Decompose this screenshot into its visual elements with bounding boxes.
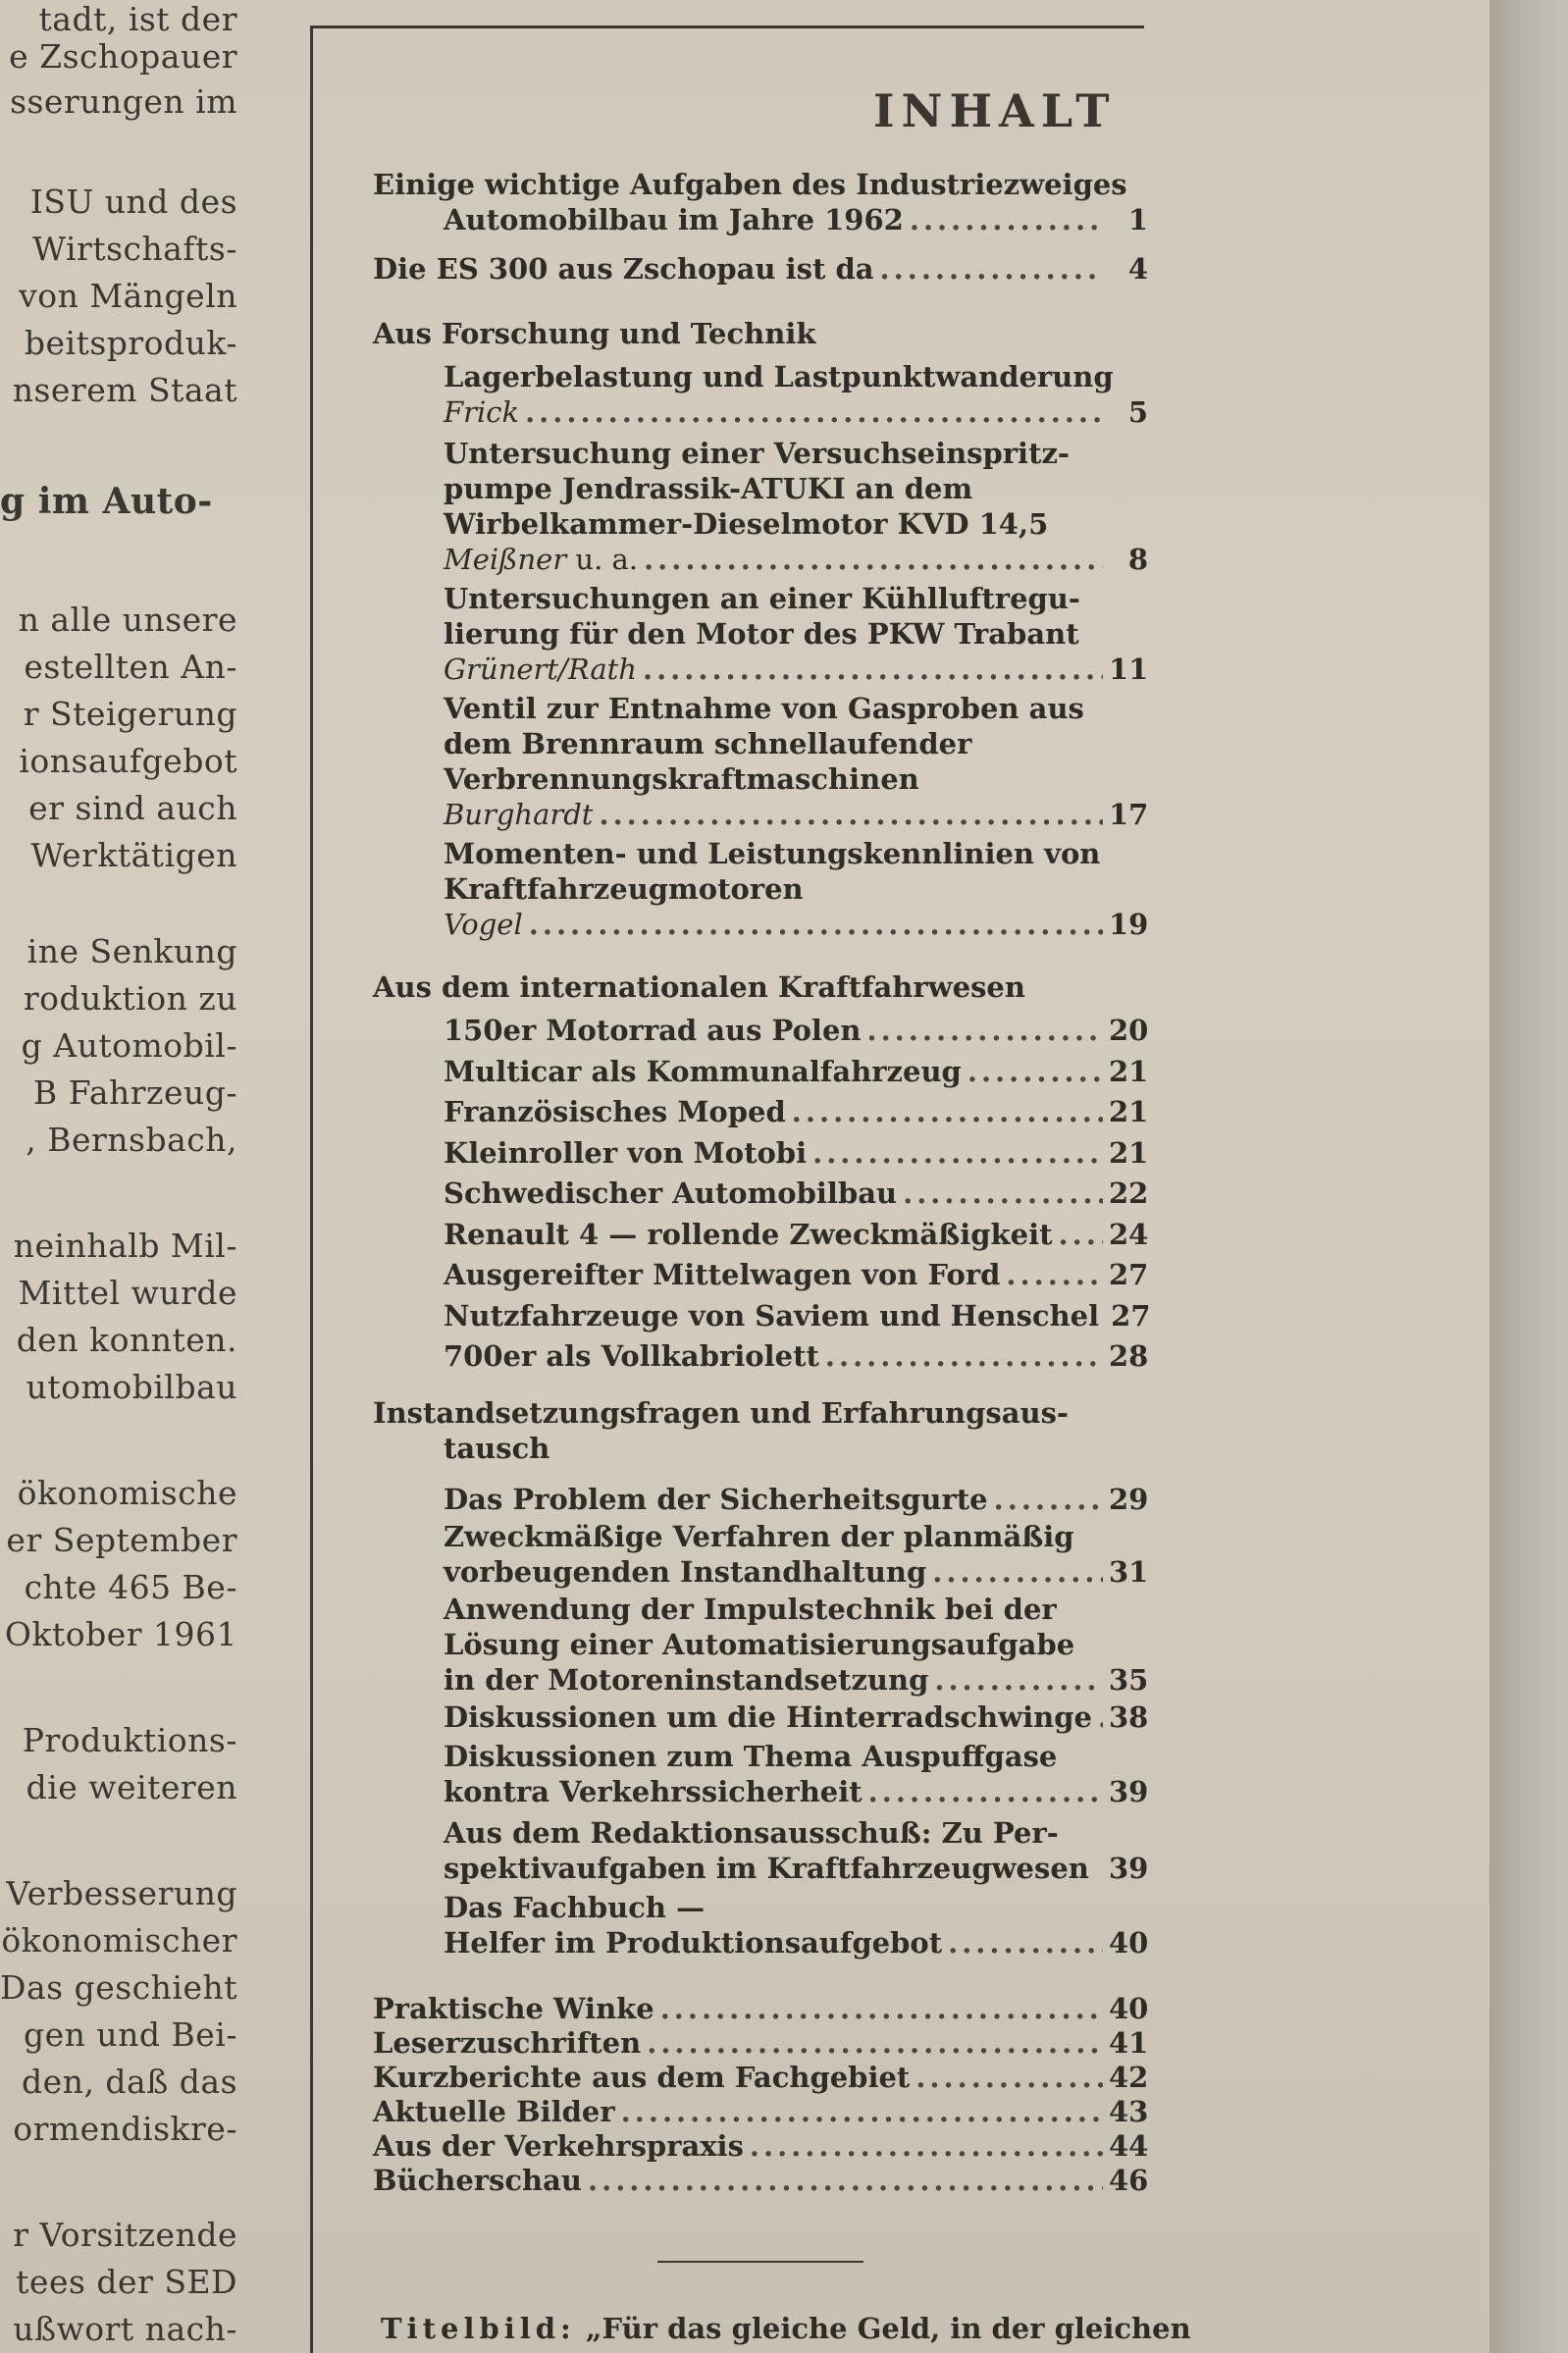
leader-dots	[910, 202, 1103, 237]
left-column-line: den konnten.	[16, 1321, 237, 1359]
left-column-line: Oktober 1961	[4, 1615, 237, 1653]
page-number: 21	[1109, 1054, 1149, 1088]
entry-title: vorbeugenden Instandhaltung	[444, 1555, 927, 1589]
section-heading-line: Instandsetzungsfragen und Erfahrungsaus-	[373, 1396, 1069, 1430]
page-number: 31	[1109, 1555, 1149, 1589]
entry-title: Kleinroller von Motobi	[444, 1135, 808, 1170]
entry-author: Frick	[444, 395, 520, 429]
section-heading-line: tausch	[444, 1432, 550, 1465]
entry-title: Ventil zur Entnahme von Gasproben aus	[444, 692, 1084, 725]
leader-dots	[866, 1013, 1103, 1048]
page-number: 22	[1109, 1176, 1149, 1210]
leader-dots	[588, 2164, 1103, 2197]
toc-entry	[373, 2061, 1148, 2094]
left-column-line: ormendiskre-	[13, 2110, 237, 2148]
toc-entry	[373, 2164, 1148, 2197]
left-text-column	[0, 0, 245, 2353]
left-column-line: Verbesserung	[6, 1874, 237, 1912]
entry-title: Aktuelle Bilder	[373, 2095, 615, 2128]
leader-dots	[812, 1135, 1103, 1171]
page-number: 28	[1109, 1339, 1149, 1373]
left-column-line: utomobilbau	[26, 1368, 237, 1406]
toc-entry	[444, 1217, 1148, 1252]
entry-title: Untersuchung einer Versuchseinspritz-	[444, 437, 1070, 470]
page-number: 24	[1109, 1217, 1149, 1251]
section-heading	[373, 1395, 1069, 1466]
toc-entry	[444, 1519, 1148, 1590]
leader-dots	[621, 2095, 1103, 2128]
toc-entry	[444, 1176, 1148, 1211]
toc-entry	[444, 359, 1148, 430]
entry-title: lierung für den Motor des PKW Trabant	[444, 617, 1079, 651]
left-column-line: ISU und des	[29, 183, 237, 221]
entry-title: Einige wichtige Aufgaben des Industriezweiges	[373, 168, 1127, 201]
entry-title: kontra Verkehrssicherheit	[444, 1775, 862, 1808]
toc-entry	[373, 1992, 1148, 2025]
leader-dots	[903, 1176, 1103, 1211]
entry-title: dem Brennraum schnellaufender	[444, 727, 972, 760]
page-number: 27	[1109, 1258, 1149, 1291]
separator-rule	[657, 2261, 863, 2263]
toc-entry	[444, 1338, 1148, 1374]
leader-dots	[643, 652, 1103, 687]
entry-title: Multicar als Kommunalfahrzeug	[444, 1054, 962, 1088]
toc-entry	[444, 691, 1148, 832]
leader-dots	[525, 394, 1103, 430]
left-column-line: g Automobil-	[21, 1026, 237, 1065]
leader-dots	[932, 1554, 1103, 1590]
leader-dots	[1059, 1217, 1104, 1252]
left-column-line: ußwort nach-	[13, 2310, 237, 2348]
left-column-line: tees der SED	[16, 2263, 237, 2301]
entry-title: in der Motoreninstandsetzung	[444, 1663, 929, 1697]
left-column-line: nserem Staat	[12, 371, 237, 409]
entry-title: Ausgereifter Mittelwagen von Ford	[444, 1258, 1001, 1291]
toc-entry	[373, 2129, 1148, 2163]
page-number: 1	[1127, 203, 1148, 236]
toc-entry	[373, 2095, 1148, 2128]
toc-entry	[444, 436, 1148, 577]
toc-entry	[373, 167, 1148, 237]
leader-dots	[967, 1054, 1103, 1089]
entry-title: Praktische Winke	[373, 1992, 654, 2025]
left-column-line: , Bernsbach,	[26, 1121, 237, 1159]
toc-entry	[444, 1298, 1151, 1333]
entry-title: Bücherschau	[373, 2164, 583, 2197]
entry-author: Vogel	[444, 908, 523, 941]
left-column-line: beitsproduk-	[24, 324, 237, 362]
left-column-line: Mittel wurde	[18, 1274, 237, 1312]
entry-title: 150er Motorrad aus Polen	[444, 1014, 862, 1047]
left-column-line: B Fahrzeug-	[32, 1073, 237, 1112]
page-number: 43	[1109, 2095, 1149, 2128]
entry-author-suffix: u. a.	[566, 543, 639, 576]
entry-title: Renault 4 — rollende Zweckmäßigkeit	[444, 1217, 1053, 1251]
page-number: 27	[1111, 1298, 1151, 1333]
entry-title: Wirbelkammer-Dieselmotor KVD 14,5	[444, 507, 1049, 541]
left-column-line: Produktions-	[22, 1721, 237, 1759]
entry-title: Lösung einer Automatisierungsaufgabe	[444, 1628, 1075, 1661]
caption-label: Titelbild:	[381, 2312, 576, 2345]
entry-title: Automobilbau im Jahre 1962	[444, 203, 904, 236]
toc-title: INHALT	[873, 84, 1117, 137]
toc-entry	[444, 1094, 1148, 1129]
page-number: 20	[1109, 1014, 1149, 1047]
left-column-line: r Vorsitzende	[13, 2216, 237, 2254]
page-number: 8	[1127, 543, 1148, 576]
left-column-line: Wirtschafts-	[32, 230, 237, 268]
leader-dots	[934, 1662, 1103, 1698]
toc-entry	[444, 1482, 1148, 1517]
toc-entry	[444, 1815, 1148, 1886]
toc-entry	[444, 1013, 1148, 1048]
toc-entry	[373, 2026, 1148, 2060]
caption-text: „Für das gleiche Geld, in der gleichen	[575, 2312, 1191, 2345]
toc-entry	[373, 251, 1148, 287]
toc-entry	[444, 836, 1148, 942]
section-heading: Aus dem internationalen Kraftfahrwesen	[373, 970, 1025, 1004]
entry-title: Kurzberichte aus dem Fachgebiet	[373, 2061, 911, 2094]
leader-dots	[529, 907, 1103, 942]
leader-dots	[750, 2129, 1103, 2163]
leader-dots	[660, 1992, 1103, 2025]
entry-title: Momenten- und Leistungskennlinien von	[444, 837, 1101, 870]
entry-title: Französisches Moped	[444, 1095, 786, 1128]
leader-dots	[1098, 1699, 1103, 1735]
entry-title: Leserzuschriften	[373, 2026, 642, 2060]
entry-title: Helfer im Produktionsaufgebot	[444, 1926, 943, 1960]
left-column-line: estellten An-	[24, 648, 237, 686]
left-column-line: chte 465 Be-	[24, 1568, 237, 1606]
page-number: 35	[1109, 1663, 1149, 1697]
left-column-line: roduktion zu	[23, 979, 237, 1018]
leader-dots	[647, 2026, 1103, 2060]
left-column-line: Das geschieht	[0, 1968, 237, 2007]
toc-entry	[444, 1699, 1148, 1735]
entry-author: Burghardt	[444, 798, 594, 831]
entry-title: Zweckmäßige Verfahren der planmäßig	[444, 1520, 1074, 1553]
left-column-line: n alle unsere	[18, 601, 237, 639]
page-number: 4	[1127, 252, 1148, 286]
left-column-line: den, daß das	[22, 2063, 237, 2101]
left-column-line: ökonomische	[17, 1474, 237, 1512]
left-column-line: ökonomischer	[1, 1921, 237, 1960]
page-number: 21	[1109, 1135, 1149, 1170]
left-column-line: Werktätigen	[30, 836, 237, 874]
toc-entry	[444, 1739, 1148, 1809]
leader-dots	[880, 251, 1103, 287]
entry-title: Das Fachbuch —	[444, 1891, 706, 1924]
left-column-line: die weiteren	[26, 1768, 237, 1806]
left-column-line: tadt, ist der	[38, 0, 237, 38]
page-number: 40	[1109, 1992, 1149, 2025]
entry-title: pumpe Jendrassik-ATUKI an dem	[444, 472, 973, 505]
entry-title: Anwendung der Impulstechnik bei der	[444, 1593, 1057, 1626]
cover-caption	[381, 2312, 1191, 2345]
entry-title: Diskussionen zum Thema Auspuffgase	[444, 1740, 1058, 1773]
entry-title: Verbrennungskraftmaschinen	[444, 762, 919, 796]
leader-dots	[948, 1925, 1103, 1961]
entry-author: Meißner	[444, 543, 567, 576]
page-number: 17	[1109, 798, 1149, 831]
page-number: 40	[1109, 1926, 1149, 1960]
page-number: 29	[1109, 1483, 1149, 1516]
leader-dots	[1006, 1257, 1103, 1292]
page-number: 21	[1109, 1095, 1149, 1128]
page-number: 44	[1109, 2129, 1149, 2163]
entry-title: Lagerbelastung und Lastpunktwanderung	[444, 360, 1114, 393]
entry-title: Kraftfahrzeugmotoren	[444, 872, 804, 906]
entry-title: Aus der Verkehrspraxis	[373, 2129, 744, 2163]
entry-author: Grünert/Rath	[444, 653, 637, 686]
entry-title: Die ES 300 aus Zschopau ist da	[373, 252, 874, 286]
toc-entry	[444, 1257, 1148, 1292]
entry-title: 700er als Vollkabriolett	[444, 1339, 819, 1373]
entry-title: spektivaufgaben im Kraftfahrzeugwesen	[444, 1852, 1089, 1885]
left-column-line: ionsaufgebot	[19, 742, 237, 780]
toc-entry	[444, 581, 1148, 687]
leader-dots	[825, 1338, 1103, 1374]
entry-title: Diskussionen um die Hinterradschwinge	[444, 1700, 1092, 1734]
leader-dots	[644, 542, 1103, 577]
entry-title: Nutzfahrzeuge von Saviem und Henschel	[444, 1298, 1100, 1333]
frame-top-rule	[310, 26, 1144, 28]
entry-title: Das Problem der Sicherheitsgurte	[444, 1483, 988, 1516]
leader-dots	[915, 2061, 1103, 2094]
section-heading: Aus Forschung und Technik	[373, 317, 816, 350]
leader-dots	[599, 797, 1103, 832]
page-number: 19	[1109, 908, 1149, 941]
entry-title: Schwedischer Automobilbau	[444, 1176, 898, 1210]
page-number: 11	[1109, 653, 1149, 686]
left-column-line: sserungen im	[10, 82, 237, 121]
left-column-line: ine Senkung	[26, 932, 237, 970]
page-number: 46	[1109, 2164, 1149, 2197]
page-number: 38	[1109, 1700, 1149, 1734]
toc-entry	[444, 1592, 1148, 1698]
left-column-line: e Zschopauer	[9, 37, 237, 76]
left-column-line: r Steigerung	[23, 695, 237, 733]
left-column-line: er September	[6, 1521, 237, 1559]
leader-dots	[868, 1774, 1103, 1809]
left-column-line: gen und Bei-	[23, 2015, 237, 2054]
page-number: 39	[1109, 1852, 1149, 1885]
page-number: 39	[1109, 1775, 1149, 1808]
left-column-line: von Mängeln	[19, 277, 237, 315]
toc-entry	[444, 1054, 1148, 1089]
left-column-heading: g im Auto-	[0, 481, 213, 522]
entry-title: Untersuchungen an einer Kühlluftregu-	[444, 582, 1080, 615]
page-edge	[1490, 0, 1568, 2353]
frame-left-rule	[310, 26, 313, 2353]
page-number: 5	[1127, 395, 1148, 429]
leader-dots	[994, 1482, 1103, 1517]
entry-title: Aus dem Redaktionsausschuß: Zu Per-	[444, 1816, 1059, 1850]
left-column-line: er sind auch	[28, 789, 237, 827]
page-number: 41	[1109, 2026, 1149, 2060]
toc-entry	[444, 1890, 1148, 1961]
toc-entry	[444, 1135, 1148, 1171]
leader-dots	[792, 1094, 1103, 1129]
left-column-line: neinhalb Mil-	[13, 1227, 237, 1265]
page-number: 42	[1109, 2061, 1149, 2094]
